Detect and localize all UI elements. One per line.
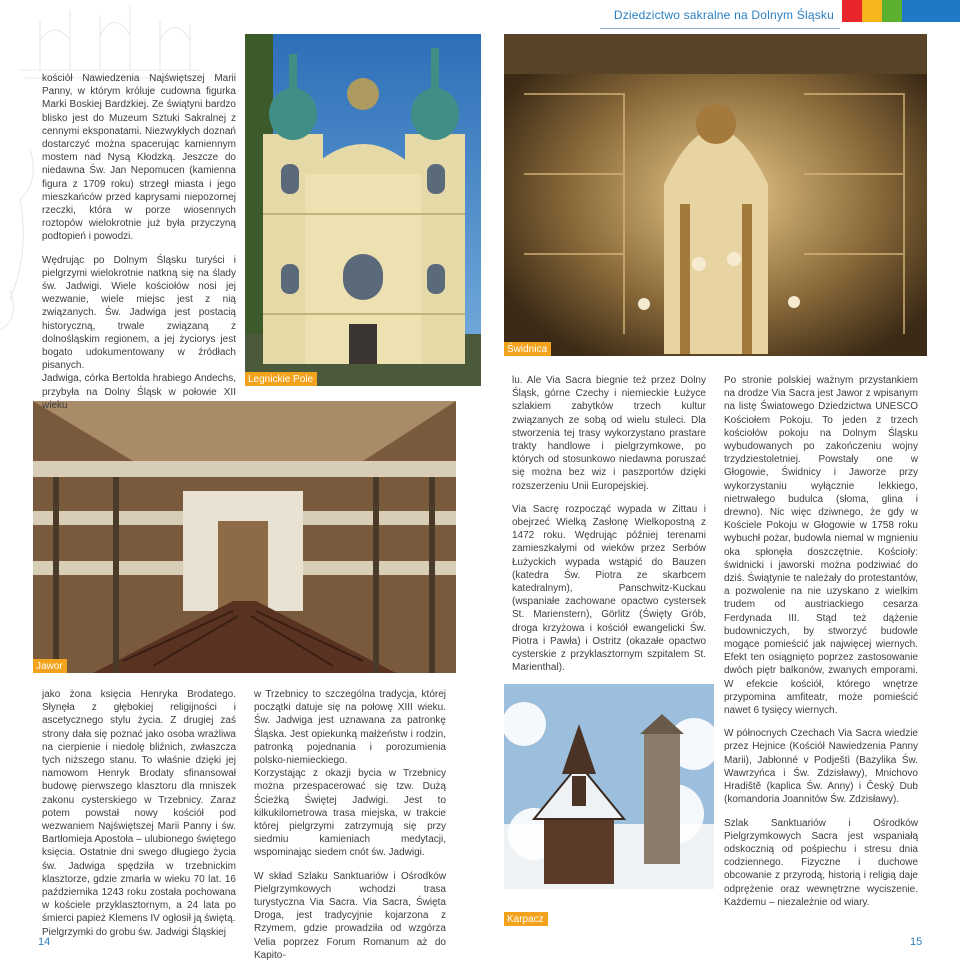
paragraph: Szlak Sanktuariów i Ośrodków Pielgrzymkowych Sacra jest wspaniałą odskocznią od pośpiechu i stresu dnia codziennego. Fizyczne i duchowe obcowanie z przyrodą, historią i religią daje odprężenie oraz wewnętrzne wyciszenie. Każdemu – niezależnie od wiary. <box>724 817 918 908</box>
baroque-altar-illustration <box>504 34 927 356</box>
paragraph: Po stronie polskiej ważnym przystankiem na drodze Via Sacra jest Jawor z wpisanym na listę Światowego Dziedzictwa UNESCO Kościołem Pokoju. To jeden z trzech kościołów pokoju na Dolnym Śląsku wybudowanych po zakończeniu wojny trzydziestoletniej. Powstały one w Głogowie, Świdnicy i Jaworze przy wykorzystaniu wyłącznie lekkiego, nietrwałego budulca (słoma, glina i drewno). Nic więc dziwnego, że gdy w Kościele Pokoju w Głogowie w 1758 roku wybuchł pożar, budowla niemal w mgnieniu oka spłonęła doszczętnie. Kościoły: świdnicki i jaworski można podziwiać do dziś. Świątynie te należały do protestantów, a pozwolenie na nie uzyskano z wielkim trudem od austriackiego cesarza Ferdynada III. Stąd też dążenie budowniczych, by stworzyć budowle mogące pomieścić jak najwięcej wiernych. Efekt ten osiągnięto poprzez zastosowanie dwóch piętr balkonów, zwanych emporami. W efekcie kościół, którego wnętrze przypomina amfiteatr, może pomieścić nawet 6 tysięcy wiernych. <box>724 375 918 717</box>
header-rule <box>600 28 840 29</box>
text-column-3 <box>512 374 706 684</box>
page-number-right: 15 <box>910 936 923 948</box>
church-interior-galleries-illustration <box>33 401 456 673</box>
paragraph: Korzystając z okazji bycia w Trzebnicy można przespacerować się tzw. Dużą Ścieżką Świętej Jadwigi. Jest to kilkukilometrowa trasa miejska, w trakcie której pielgrzymi zatrzymują się przy siedmiu kamieniach medytacji, wspominając siedem cnót św. Jadwigi. <box>254 768 446 859</box>
text-column-1-bottom <box>42 688 236 949</box>
photo-caption: Legnickie Pole <box>245 372 317 386</box>
page-number-left: 14 <box>38 936 51 948</box>
text-column-2 <box>254 688 446 972</box>
photo-caption: Jawor <box>33 659 67 673</box>
paragraph: w Trzebnicy to szczególna tradycja, której początki datuje się na połowę XIII wieku. Św. Jadwiga jest uznawana za patronkę Śląska. Jest opiekunką małżeństw i rodzin, patronką pojednania i porozumienia polsko-niemieckiego. <box>254 689 446 767</box>
paragraph: kościół Nawiedzenia Najświętszej Marii Panny, w którym króluje cudowna figurka Marki Boskiej Bardzkiej. Ze świątyni bardzo blisko jest do Muzeum Sztuki Sakralnej z cennymi eksponatami. Niezwykłych doznań dostarczyć można spacerując kamiennym mostem nad Nysą Kłodzką. Jeszcze do niedawna Św. Jan Nepomucen (kamienna figura z 1709 roku) strzegł miasta i jego mieszkańców przed kaprysami niepozornej rzeczki, która w porze wiosennych roztopów wielokrotnie już była przyczyną podtopień i powodzi. <box>42 73 236 243</box>
text-column-4 <box>724 374 918 919</box>
wooden-church-winter-illustration <box>504 684 714 926</box>
paragraph: Pielgrzymki do grobu św. Jadwigi Śląskiej <box>42 926 226 938</box>
paragraph: Via Sacrę rozpocząć wypada w Zittau i obejrzeć Wielką Zasłonę Wielkopostną z 1472 roku. Wędrując później terenami zamieszkałymi od wieków przez Serbów Łużyckich wypada wstąpić do Bauzen (katedra Św. Piotra ze skarbcem katedralnym), Panschwitz-Kuckau (wspaniałe zachowane opactwo cystersek St. Marienstern), Görlitz (Święty Grób, droga krzyżowa i kościół ewangelicki Św. Piotra i Pawła) i Ostritz (okazałe opactwo cysterskie z przyklasztornym szpitalem St. Marienthal). <box>512 503 706 674</box>
photo-legnickie-pole-church <box>245 34 481 386</box>
paragraph: Jadwiga, córka Bertolda hrabiego Andechs, przybyła na Dolny Śląsk w połowie XII wieku <box>42 373 236 411</box>
photo-caption: Karpacz <box>504 912 548 926</box>
paragraph: jako żona księcia Henryka Brodatego. Słynęła z głębokiej religijności i ascetycznego stylu życia. Z drugiej zaś strony dała się poznać jako osoba wrażliwa na cierpienie i niedolę bliźnich, zwłaszcza tych niższego stanu. To właśnie dzięki jej namowom Henryk Brodaty sfinansował budowę pierwszego klasztoru dla mniszek zakonu cysterskiego w Trzebnicy. Zaraz potem powstał nowy kościół pod wezwaniem Najświętszej Marii Panny i św. Bartłomieja Apostoła – ulubionego świętego księcia. Ostatnie dni swego długiego życia św. Jadwiga spędziła w trzebnickim klasztorze, gdzie zmarła w wieku 70 lat. 16 października 1243 roku została pochowana w kościele przyklasztornym, a 24 lata po śmierci papież Klemens IV ogłosił ją świętą. <box>42 689 236 925</box>
paragraph: lu. Ale Via Sacra biegnie też przez Dolny Śląsk, górne Czechy i niemieckie Łużyce szlakiem zabytków trzech kultur związanych ze sobą od wielu stuleci. Dla stworzenia tej trasy wykorzystano prastare trakty handlowe i pielgrzymkowe, po których od stosunkowo niedawna poruszać się można bez wiz i paszportów dzięki rozszerzeniu Unii Europejskiej. <box>512 375 706 492</box>
paragraph: W północnych Czechach Via Sacra wiedzie przez Hejnice (Kościół Nawiedzenia Panny Marii), Jabłonné v Podještì (Bazylika Św. Wawrzyńca i Św. Zdzisławy), Mnichovo Hradiště (kaplica Św. Anny) i Český Dub (komandoria Joannitów Św. Zdzisławy). <box>724 728 918 806</box>
paragraph: Wędrując po Dolnym Śląsku turyści i pielgrzymi wielokrotnie natkną się na ślady św. Jadwigi. Wiele kościołów nosi jej wezwanie, wiele miejsc jest z nią związanych. Św. Jadwiga jest postacią historyczną, trwale związaną z dolnośląskim regionem, a jej życiorys jest bogato udokumentowany w źródłach pisanych. <box>42 254 236 372</box>
photo-karpacz-wang-church <box>504 684 714 926</box>
church-facade-illustration <box>245 34 481 386</box>
text-column-1-top <box>42 72 236 422</box>
photo-caption: Świdnica <box>504 342 551 356</box>
photo-swidnica-interior <box>504 34 927 356</box>
paragraph: W skład Szlaku Sanktuariów i Ośrodków Pielgrzymkowych wchodzi trasa turystyczna Via Sacra. Via Sacra, Święta Droga, jest tradycyjnie kojarzona z Rzymem, gdzie prowadziła od wzgórza Velia poprzez Forum Romanum aż do Kapito- <box>254 870 446 961</box>
header-color-bar-blue <box>902 0 960 22</box>
photo-jawor-interior <box>33 401 456 673</box>
header-title: Dziedzictwo sakralne na Dolnym Śląsku <box>613 8 834 22</box>
